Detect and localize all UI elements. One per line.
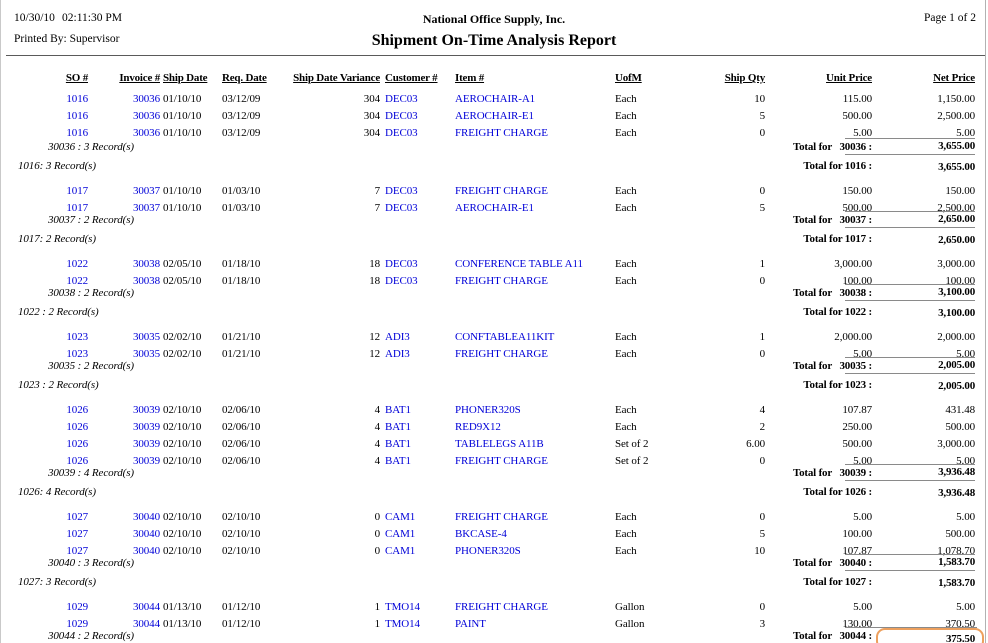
- cell-item[interactable]: CONFTABLEA11KIT: [455, 331, 555, 343]
- cell-qty: 2: [759, 421, 765, 433]
- so-total-value: 2,650.00: [938, 234, 975, 246]
- cell-customer[interactable]: CAM1: [385, 511, 416, 523]
- detail-row: [0, 126, 988, 140]
- cell-req_date: 02/06/10: [222, 455, 261, 467]
- cell-invoice[interactable]: 30038: [132, 258, 160, 270]
- cell-invoice[interactable]: 30044: [132, 618, 160, 630]
- detail-row: [0, 454, 988, 468]
- cell-so[interactable]: 1017: [66, 202, 88, 214]
- so-record-count: 1017: 2 Record(s): [18, 233, 96, 245]
- cell-unit_price: 5.00: [853, 601, 872, 613]
- cell-qty: 5: [759, 202, 765, 214]
- cell-item[interactable]: AEROCHAIR-E1: [455, 202, 534, 214]
- invoice-record-count: 30040 : 3 Record(s): [48, 557, 134, 569]
- cell-variance: 18: [369, 275, 380, 287]
- cell-so[interactable]: 1026: [66, 421, 88, 433]
- cell-ship_date: 02/02/10: [163, 331, 202, 343]
- cell-uom: Each: [615, 93, 637, 105]
- detail-row: [0, 92, 988, 106]
- cell-net_price: 2,500.00: [937, 202, 975, 214]
- cell-unit_price: 500.00: [842, 202, 872, 214]
- cell-req_date: 01/12/10: [222, 618, 261, 630]
- cell-item[interactable]: FREIGHT CHARGE: [455, 348, 548, 360]
- cell-invoice[interactable]: 30040: [132, 545, 160, 557]
- cell-req_date: 01/18/10: [222, 275, 261, 287]
- cell-ship_date: 02/10/10: [163, 404, 202, 416]
- cell-uom: Each: [615, 185, 637, 197]
- cell-qty: 1: [759, 331, 765, 343]
- detail-row: [0, 617, 988, 631]
- detail-row: [0, 257, 988, 271]
- cell-unit_price: 5.00: [853, 127, 872, 139]
- column-header-invoice: Invoice #: [119, 72, 160, 84]
- cell-net_price: 500.00: [945, 421, 975, 433]
- cell-req_date: 03/12/09: [222, 127, 261, 139]
- detail-row: [0, 403, 988, 417]
- cell-req_date: 01/18/10: [222, 258, 261, 270]
- column-header-item: Item #: [455, 72, 485, 84]
- page-right-edge: [985, 0, 986, 643]
- page-left-edge: [0, 0, 1, 643]
- detail-row: [0, 274, 988, 288]
- cell-net_price: 5.00: [956, 511, 975, 523]
- cell-item[interactable]: CONFERENCE TABLE A11: [455, 258, 583, 270]
- cell-net_price: 100.00: [945, 275, 975, 287]
- cell-uom: Each: [615, 348, 637, 360]
- cell-so[interactable]: 1016: [66, 127, 88, 139]
- cell-net_price: 5.00: [956, 455, 975, 467]
- cell-invoice[interactable]: 30036: [132, 110, 160, 122]
- invoice-total-value: 2,005.00: [845, 357, 975, 374]
- cell-so[interactable]: 1029: [66, 601, 88, 613]
- cell-customer[interactable]: DEC03: [385, 258, 418, 270]
- cell-ship_date: 01/10/10: [163, 110, 202, 122]
- cell-so[interactable]: 1026: [66, 438, 88, 450]
- cell-variance: 0: [374, 511, 380, 523]
- so-total-label: Total for 1016 :: [803, 160, 872, 172]
- so-total-value: 2,005.00: [938, 380, 975, 392]
- cell-invoice[interactable]: 30039: [132, 455, 160, 467]
- cell-unit_price: 100.00: [842, 275, 872, 287]
- cell-ship_date: 01/10/10: [163, 202, 202, 214]
- invoice-record-count: 30044 : 2 Record(s): [48, 630, 134, 642]
- cell-customer[interactable]: BAT1: [385, 404, 411, 416]
- cell-so[interactable]: 1016: [66, 93, 88, 105]
- so-record-count: 1027: 3 Record(s): [18, 576, 96, 588]
- cell-unit_price: 2,000.00: [834, 331, 872, 343]
- cell-ship_date: 02/10/10: [163, 438, 202, 450]
- cell-unit_price: 150.00: [842, 185, 872, 197]
- so-total-label: Total for 1023 :: [803, 379, 872, 391]
- so-total-value: 3,936.48: [938, 487, 975, 499]
- cell-item[interactable]: FREIGHT CHARGE: [455, 185, 548, 197]
- invoice-record-count: 30037 : 2 Record(s): [48, 214, 134, 226]
- cell-uom: Each: [615, 404, 637, 416]
- invoice-record-count: 30035 : 2 Record(s): [48, 360, 134, 372]
- cell-unit_price: 5.00: [853, 455, 872, 467]
- cell-qty: 6.00: [746, 438, 765, 450]
- cell-customer[interactable]: DEC03: [385, 275, 418, 287]
- cell-uom: Set of 2: [615, 455, 649, 467]
- invoice-total-value: 2,650.00: [845, 211, 975, 228]
- cell-req_date: 02/10/10: [222, 545, 261, 557]
- invoice-total-value: 1,583.70: [845, 554, 975, 571]
- cell-qty: 5: [759, 528, 765, 540]
- cell-ship_date: 01/10/10: [163, 93, 202, 105]
- cell-req_date: 01/21/10: [222, 348, 261, 360]
- invoice-total-value: 3,100.00: [845, 284, 975, 301]
- report-title: Shipment On-Time Analysis Report: [371, 32, 617, 49]
- invoice-total-value: 3,655.00: [845, 138, 975, 155]
- detail-row: [0, 201, 988, 215]
- cell-req_date: 02/06/10: [222, 421, 261, 433]
- detail-row: [0, 510, 988, 524]
- invoice-total-label: Total for 30044 :: [792, 630, 872, 642]
- detail-row: [0, 527, 988, 541]
- cell-uom: Each: [615, 421, 637, 433]
- cell-req_date: 02/10/10: [222, 528, 261, 540]
- cell-customer[interactable]: DEC03: [385, 93, 418, 105]
- cell-item[interactable]: BKCASE-4: [455, 528, 507, 540]
- cell-invoice[interactable]: 30036: [132, 93, 160, 105]
- invoice-record-count: 30039 : 4 Record(s): [48, 467, 134, 479]
- invoice-record-count: 30038 : 2 Record(s): [48, 287, 134, 299]
- cell-so[interactable]: 1022: [66, 275, 88, 287]
- so-total-label: Total for 1017 :: [803, 233, 872, 245]
- column-header-customer: Customer #: [385, 72, 438, 84]
- detail-row: [0, 347, 988, 361]
- cell-uom: Each: [615, 331, 637, 343]
- print-date: 10/30/10: [14, 12, 55, 24]
- cell-req_date: 01/12/10: [222, 601, 261, 613]
- cell-variance: 4: [374, 438, 380, 450]
- cell-ship_date: 01/13/10: [163, 601, 202, 613]
- cell-invoice[interactable]: 30037: [132, 202, 160, 214]
- total-highlight-box[interactable]: [876, 628, 984, 643]
- cell-ship_date: 02/05/10: [163, 258, 202, 270]
- cell-net_price: 500.00: [945, 528, 975, 540]
- cell-invoice[interactable]: 30039: [132, 421, 160, 433]
- cell-uom: Gallon: [615, 601, 645, 613]
- so-total-label: Total for 1026 :: [803, 486, 872, 498]
- cell-unit_price: 115.00: [842, 93, 872, 105]
- cell-unit_price: 107.87: [842, 404, 872, 416]
- cell-uom: Each: [615, 528, 637, 540]
- detail-row: [0, 109, 988, 123]
- cell-net_price: 150.00: [945, 185, 975, 197]
- cell-item[interactable]: FREIGHT CHARGE: [455, 275, 548, 287]
- cell-customer[interactable]: BAT1: [385, 455, 411, 467]
- invoice-total-label: Total for 30036 :: [792, 141, 872, 153]
- cell-variance: 7: [374, 185, 380, 197]
- so-record-count: 1016: 3 Record(s): [18, 160, 96, 172]
- cell-uom: Each: [615, 258, 637, 270]
- cell-so[interactable]: 1026: [66, 404, 88, 416]
- so-total-value: 3,100.00: [938, 307, 975, 319]
- cell-net_price: 5.00: [956, 127, 975, 139]
- cell-item[interactable]: FREIGHT CHARGE: [455, 127, 548, 139]
- cell-invoice[interactable]: 30040: [132, 528, 160, 540]
- cell-qty: 0: [759, 601, 765, 613]
- invoice-total-value: 3,936.48: [845, 464, 975, 481]
- cell-customer[interactable]: TMO14: [385, 601, 420, 613]
- cell-uom: Each: [615, 545, 637, 557]
- cell-variance: 7: [374, 202, 380, 214]
- so-total-value: 3,655.00: [938, 161, 975, 173]
- column-header-so: SO #: [65, 72, 88, 84]
- cell-net_price: 2,500.00: [937, 110, 975, 122]
- cell-req_date: 03/12/09: [222, 93, 261, 105]
- cell-ship_date: 02/02/10: [163, 348, 202, 360]
- cell-item[interactable]: FREIGHT CHARGE: [455, 455, 548, 467]
- cell-so[interactable]: 1027: [66, 511, 88, 523]
- cell-variance: 18: [369, 258, 380, 270]
- cell-qty: 0: [759, 511, 765, 523]
- cell-req_date: 02/10/10: [222, 511, 261, 523]
- company-name: National Office Supply, Inc.: [422, 12, 566, 26]
- cell-invoice[interactable]: 30038: [132, 275, 160, 287]
- invoice-total-label: Total for 30038 :: [792, 287, 872, 299]
- cell-uom: Each: [615, 202, 637, 214]
- cell-customer[interactable]: CAM1: [385, 545, 416, 557]
- cell-item[interactable]: RED9X12: [455, 421, 501, 433]
- cell-ship_date: 02/10/10: [163, 511, 202, 523]
- invoice-total-label: Total for 30037 :: [792, 214, 872, 226]
- cell-qty: 0: [759, 185, 765, 197]
- so-record-count: 1026: 4 Record(s): [18, 486, 96, 498]
- cell-unit_price: 250.00: [842, 421, 872, 433]
- cell-net_price: 3,000.00: [937, 258, 975, 270]
- cell-so[interactable]: 1026: [66, 455, 88, 467]
- cell-item[interactable]: AEROCHAIR-A1: [455, 93, 536, 105]
- cell-qty: 3: [759, 618, 765, 630]
- column-header-qty: Ship Qty: [724, 72, 765, 84]
- cell-invoice[interactable]: 30036: [132, 127, 160, 139]
- cell-invoice[interactable]: 30035: [132, 331, 160, 343]
- cell-invoice[interactable]: 30040: [132, 511, 160, 523]
- cell-req_date: 01/03/10: [222, 202, 261, 214]
- cell-unit_price: 500.00: [842, 438, 872, 450]
- so-total-label: Total for 1027 :: [803, 576, 872, 588]
- column-header-unit_price: Unit Price: [826, 72, 872, 84]
- cell-net_price: 5.00: [956, 348, 975, 360]
- cell-unit_price: 5.00: [853, 511, 872, 523]
- print-time: 02:11:30 PM: [62, 12, 122, 24]
- cell-qty: 0: [759, 127, 765, 139]
- cell-unit_price: 500.00: [842, 110, 872, 122]
- cell-uom: Set of 2: [615, 438, 649, 450]
- cell-so[interactable]: 1022: [66, 258, 88, 270]
- cell-invoice[interactable]: 30039: [132, 404, 160, 416]
- cell-customer[interactable]: TMO14: [385, 618, 420, 630]
- cell-ship_date: 02/05/10: [163, 275, 202, 287]
- cell-ship_date: 01/10/10: [163, 185, 202, 197]
- cell-unit_price: 5.00: [853, 348, 872, 360]
- cell-qty: 10: [754, 545, 765, 557]
- cell-net_price: 5.00: [956, 601, 975, 613]
- cell-net_price: 431.48: [945, 404, 975, 416]
- cell-qty: 5: [759, 110, 765, 122]
- cell-customer[interactable]: ADI3: [385, 331, 410, 343]
- cell-req_date: 03/12/09: [222, 110, 261, 122]
- cell-uom: Gallon: [615, 618, 645, 630]
- cell-invoice[interactable]: 30035: [132, 348, 160, 360]
- printed-by: Printed By: Supervisor: [14, 33, 120, 45]
- cell-ship_date: 02/10/10: [163, 528, 202, 540]
- cell-ship_date: 02/10/10: [163, 545, 202, 557]
- so-total-label: Total for 1022 :: [803, 306, 872, 318]
- cell-variance: 12: [369, 348, 380, 360]
- cell-variance: 0: [374, 545, 380, 557]
- cell-customer[interactable]: DEC03: [385, 127, 418, 139]
- cell-item[interactable]: FREIGHT CHARGE: [455, 601, 548, 613]
- invoice-total-label: Total for 30035 :: [792, 360, 872, 372]
- cell-customer[interactable]: DEC03: [385, 185, 418, 197]
- cell-so[interactable]: 1017: [66, 185, 88, 197]
- cell-customer[interactable]: DEC03: [385, 110, 418, 122]
- cell-ship_date: 01/10/10: [163, 127, 202, 139]
- cell-uom: Each: [615, 511, 637, 523]
- cell-variance: 304: [363, 93, 380, 105]
- cell-req_date: 01/03/10: [222, 185, 261, 197]
- cell-item[interactable]: TABLELEGS A11B: [455, 438, 544, 450]
- cell-uom: Each: [615, 110, 637, 122]
- cell-so[interactable]: 1027: [66, 545, 88, 557]
- page-number: Page 1 of 2: [923, 12, 976, 24]
- cell-net_price: 1,078.70: [937, 545, 975, 557]
- cell-variance: 4: [374, 404, 380, 416]
- column-header-net_price: Net Price: [933, 72, 975, 84]
- cell-qty: 0: [759, 455, 765, 467]
- cell-ship_date: 02/10/10: [163, 421, 202, 433]
- invoice-record-count: 30036 : 3 Record(s): [48, 141, 134, 153]
- column-header-variance: Ship Date Variance: [293, 72, 380, 84]
- cell-uom: Each: [615, 275, 637, 287]
- header-divider: [6, 55, 985, 56]
- detail-row: [0, 330, 988, 344]
- cell-net_price: 1,150.00: [937, 93, 975, 105]
- column-header-uom: UofM: [615, 72, 642, 84]
- column-header-ship_date: Ship Date: [163, 72, 208, 84]
- cell-item[interactable]: PHONER320S: [455, 404, 521, 416]
- cell-customer[interactable]: ADI3: [385, 348, 410, 360]
- cell-req_date: 02/06/10: [222, 438, 261, 450]
- cell-so[interactable]: 1029: [66, 618, 88, 630]
- cell-ship_date: 01/13/10: [163, 618, 202, 630]
- cell-variance: 304: [363, 110, 380, 122]
- cell-ship_date: 02/10/10: [163, 455, 202, 467]
- cell-variance: 4: [374, 455, 380, 467]
- cell-so[interactable]: 1023: [66, 348, 88, 360]
- cell-variance: 4: [374, 421, 380, 433]
- so-total-value: 1,583.70: [938, 577, 975, 589]
- cell-customer[interactable]: BAT1: [385, 438, 411, 450]
- detail-row: [0, 600, 988, 614]
- cell-invoice[interactable]: 30039: [132, 438, 160, 450]
- detail-row: [0, 544, 988, 558]
- cell-unit_price: 3,000.00: [834, 258, 872, 270]
- detail-row: [0, 184, 988, 198]
- cell-variance: 304: [363, 127, 380, 139]
- cell-variance: 1: [374, 601, 380, 613]
- cell-net_price: 3,000.00: [937, 438, 975, 450]
- invoice-total-label: Total for 30039 :: [792, 467, 872, 479]
- cell-unit_price: 130.00: [842, 618, 872, 630]
- cell-item[interactable]: PAINT: [455, 618, 486, 630]
- cell-so[interactable]: 1027: [66, 528, 88, 540]
- cell-uom: Each: [615, 127, 637, 139]
- cell-unit_price: 107.87: [842, 545, 872, 557]
- column-header-req_date: Req. Date: [222, 72, 267, 84]
- cell-variance: 1: [374, 618, 380, 630]
- cell-variance: 12: [369, 331, 380, 343]
- detail-row: [0, 437, 988, 451]
- cell-req_date: 02/06/10: [222, 404, 261, 416]
- cell-customer[interactable]: BAT1: [385, 421, 411, 433]
- cell-qty: 10: [754, 93, 765, 105]
- cell-customer[interactable]: CAM1: [385, 528, 416, 540]
- cell-item[interactable]: FREIGHT CHARGE: [455, 511, 548, 523]
- invoice-total-label: Total for 30040 :: [792, 557, 872, 569]
- cell-unit_price: 100.00: [842, 528, 872, 540]
- cell-invoice[interactable]: 30044: [132, 601, 160, 613]
- detail-row: [0, 420, 988, 434]
- cell-so[interactable]: 1023: [66, 331, 88, 343]
- cell-net_price: 2,000.00: [937, 331, 975, 343]
- cell-so[interactable]: 1016: [66, 110, 88, 122]
- cell-req_date: 01/21/10: [222, 331, 261, 343]
- cell-invoice[interactable]: 30037: [132, 185, 160, 197]
- cell-qty: 0: [759, 348, 765, 360]
- invoice-total-value: 375.50: [945, 633, 975, 643]
- cell-variance: 0: [374, 528, 380, 540]
- cell-qty: 1: [759, 258, 765, 270]
- cell-item[interactable]: AEROCHAIR-E1: [455, 110, 534, 122]
- so-record-count: 1023 : 2 Record(s): [18, 379, 99, 391]
- cell-net_price: 370.50: [945, 618, 975, 630]
- cell-item[interactable]: PHONER320S: [455, 545, 521, 557]
- cell-customer[interactable]: DEC03: [385, 202, 418, 214]
- so-record-count: 1022 : 2 Record(s): [18, 306, 99, 318]
- cell-qty: 4: [759, 404, 765, 416]
- cell-qty: 0: [759, 275, 765, 287]
